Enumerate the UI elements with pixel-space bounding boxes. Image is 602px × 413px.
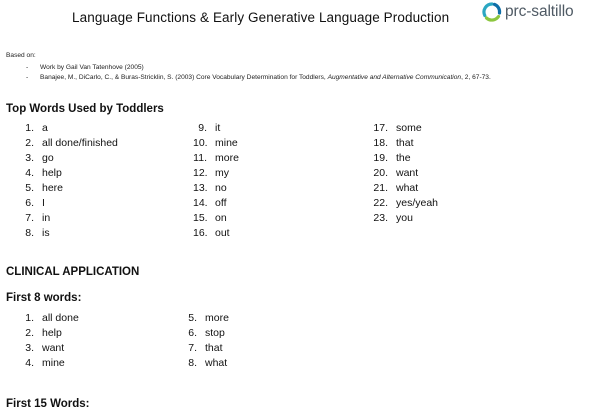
item-number: 7. (25, 212, 34, 224)
item-number: 12. (193, 167, 208, 179)
item-word: I (42, 197, 45, 209)
word-column (20, 311, 79, 371)
first-8-words-heading: First 8 words: (6, 292, 82, 304)
first-15-words-heading: First 15 Words: (6, 398, 90, 410)
item-number: 20. (373, 167, 388, 179)
list-item (193, 121, 239, 136)
list-item (20, 311, 79, 326)
item-word: that (205, 342, 223, 354)
item-number: 19. (373, 152, 388, 164)
item-number: 16. (193, 227, 208, 239)
item-word: no (215, 182, 227, 194)
list-item (368, 136, 438, 151)
reference-volume: , 2, 67-73. (461, 74, 491, 81)
item-number: 3. (25, 342, 34, 354)
item-word: more (205, 312, 229, 324)
item-number: 14. (193, 197, 208, 209)
list-item (20, 226, 118, 241)
list-item (368, 166, 438, 181)
item-word: mine (215, 137, 238, 149)
list-item (368, 151, 438, 166)
item-word: my (215, 167, 229, 179)
item-word: what (205, 357, 228, 369)
list-item (20, 181, 118, 196)
item-number: 6. (188, 327, 197, 339)
list-item (20, 211, 118, 226)
reference-item (26, 63, 510, 73)
list-item (368, 211, 438, 226)
bullet-dash: - (26, 74, 29, 81)
item-number: 3. (25, 152, 34, 164)
item-word: that (396, 137, 414, 149)
list-item (193, 211, 239, 226)
top-words-heading: Top Words Used by Toddlers (6, 103, 164, 115)
item-word: yes/yeah (396, 197, 439, 209)
reference-journal: Augmentative and Alternative Communication (327, 74, 462, 81)
item-number: 5. (188, 312, 197, 324)
word-column (20, 121, 118, 241)
item-word: more (215, 152, 239, 164)
list-item (368, 121, 438, 136)
list-item (20, 151, 118, 166)
item-number: 8. (188, 357, 197, 369)
list-item (193, 196, 239, 211)
list-item (183, 311, 229, 326)
item-word: the (396, 152, 411, 164)
reference-text: Work by Gail Van Tatenhove (2005) (40, 64, 144, 71)
item-number: 23. (373, 212, 388, 224)
item-word: want (396, 167, 419, 179)
item-number: 18. (373, 137, 388, 149)
item-word: help (42, 327, 62, 339)
list-item (183, 326, 229, 341)
list-item (20, 166, 118, 181)
list-item (193, 151, 239, 166)
item-number: 1. (25, 122, 34, 134)
item-word: want (42, 342, 65, 354)
item-word: out (215, 227, 230, 239)
item-word: go (42, 152, 54, 164)
item-word: in (42, 212, 51, 224)
logo-text: prc-saltillo (505, 3, 574, 20)
list-item (20, 121, 118, 136)
item-word: here (42, 182, 64, 194)
item-number: 10. (193, 137, 208, 149)
item-number: 22. (373, 197, 388, 209)
list-item (183, 356, 229, 371)
item-word: what (396, 182, 419, 194)
list-item (20, 136, 118, 151)
reference-authors: Banajee, M., DiCarlo, C., & Buras-Stricklin, S. (2003) Core Vocabulary Determination for Toddlers, (40, 74, 328, 81)
reference-text (40, 73, 510, 83)
list-item (20, 356, 79, 371)
item-word: stop (205, 327, 225, 339)
references-list (26, 63, 510, 83)
item-number: 5. (25, 182, 34, 194)
reference-item (26, 73, 510, 83)
word-column (193, 121, 239, 241)
item-number: 21. (373, 182, 388, 194)
clinical-application-heading: CLINICAL APPLICATION (6, 266, 140, 278)
list-item (193, 226, 239, 241)
list-item (20, 341, 79, 356)
item-number: 1. (25, 312, 34, 324)
logo-icon (482, 2, 502, 22)
list-item (368, 181, 438, 196)
list-item (20, 196, 118, 211)
item-number: 8. (25, 227, 34, 239)
item-word: on (215, 212, 227, 224)
item-number: 2. (25, 137, 34, 149)
item-word: all done (42, 312, 79, 324)
sources-label: Based on: (6, 52, 36, 59)
list-item (183, 341, 229, 356)
item-number: 17. (373, 122, 388, 134)
item-word: you (396, 212, 413, 224)
word-column (368, 121, 438, 226)
item-number: 7. (188, 342, 197, 354)
list-item (20, 326, 79, 341)
item-number: 6. (25, 197, 34, 209)
item-word: all done/finished (42, 137, 118, 149)
item-word: a (42, 122, 48, 134)
item-number: 4. (25, 357, 34, 369)
item-word: help (42, 167, 62, 179)
bullet-dash: - (26, 64, 29, 71)
item-word: off (215, 197, 227, 209)
item-word: some (396, 122, 422, 134)
word-column (183, 311, 229, 371)
item-number: 4. (25, 167, 34, 179)
list-item (193, 181, 239, 196)
item-word: is (42, 227, 50, 239)
list-item (193, 136, 239, 151)
list-item (193, 166, 239, 181)
item-number: 13. (193, 182, 208, 194)
list-item (368, 196, 438, 211)
item-number: 2. (25, 327, 34, 339)
item-number: 15. (193, 212, 208, 224)
prc-saltillo-logo (482, 2, 574, 22)
item-number: 9. (198, 122, 207, 134)
document-title: Language Functions & Early Generative Language Production (72, 10, 450, 25)
item-word: it (215, 122, 221, 134)
item-word: mine (42, 357, 65, 369)
item-number: 11. (193, 152, 207, 164)
